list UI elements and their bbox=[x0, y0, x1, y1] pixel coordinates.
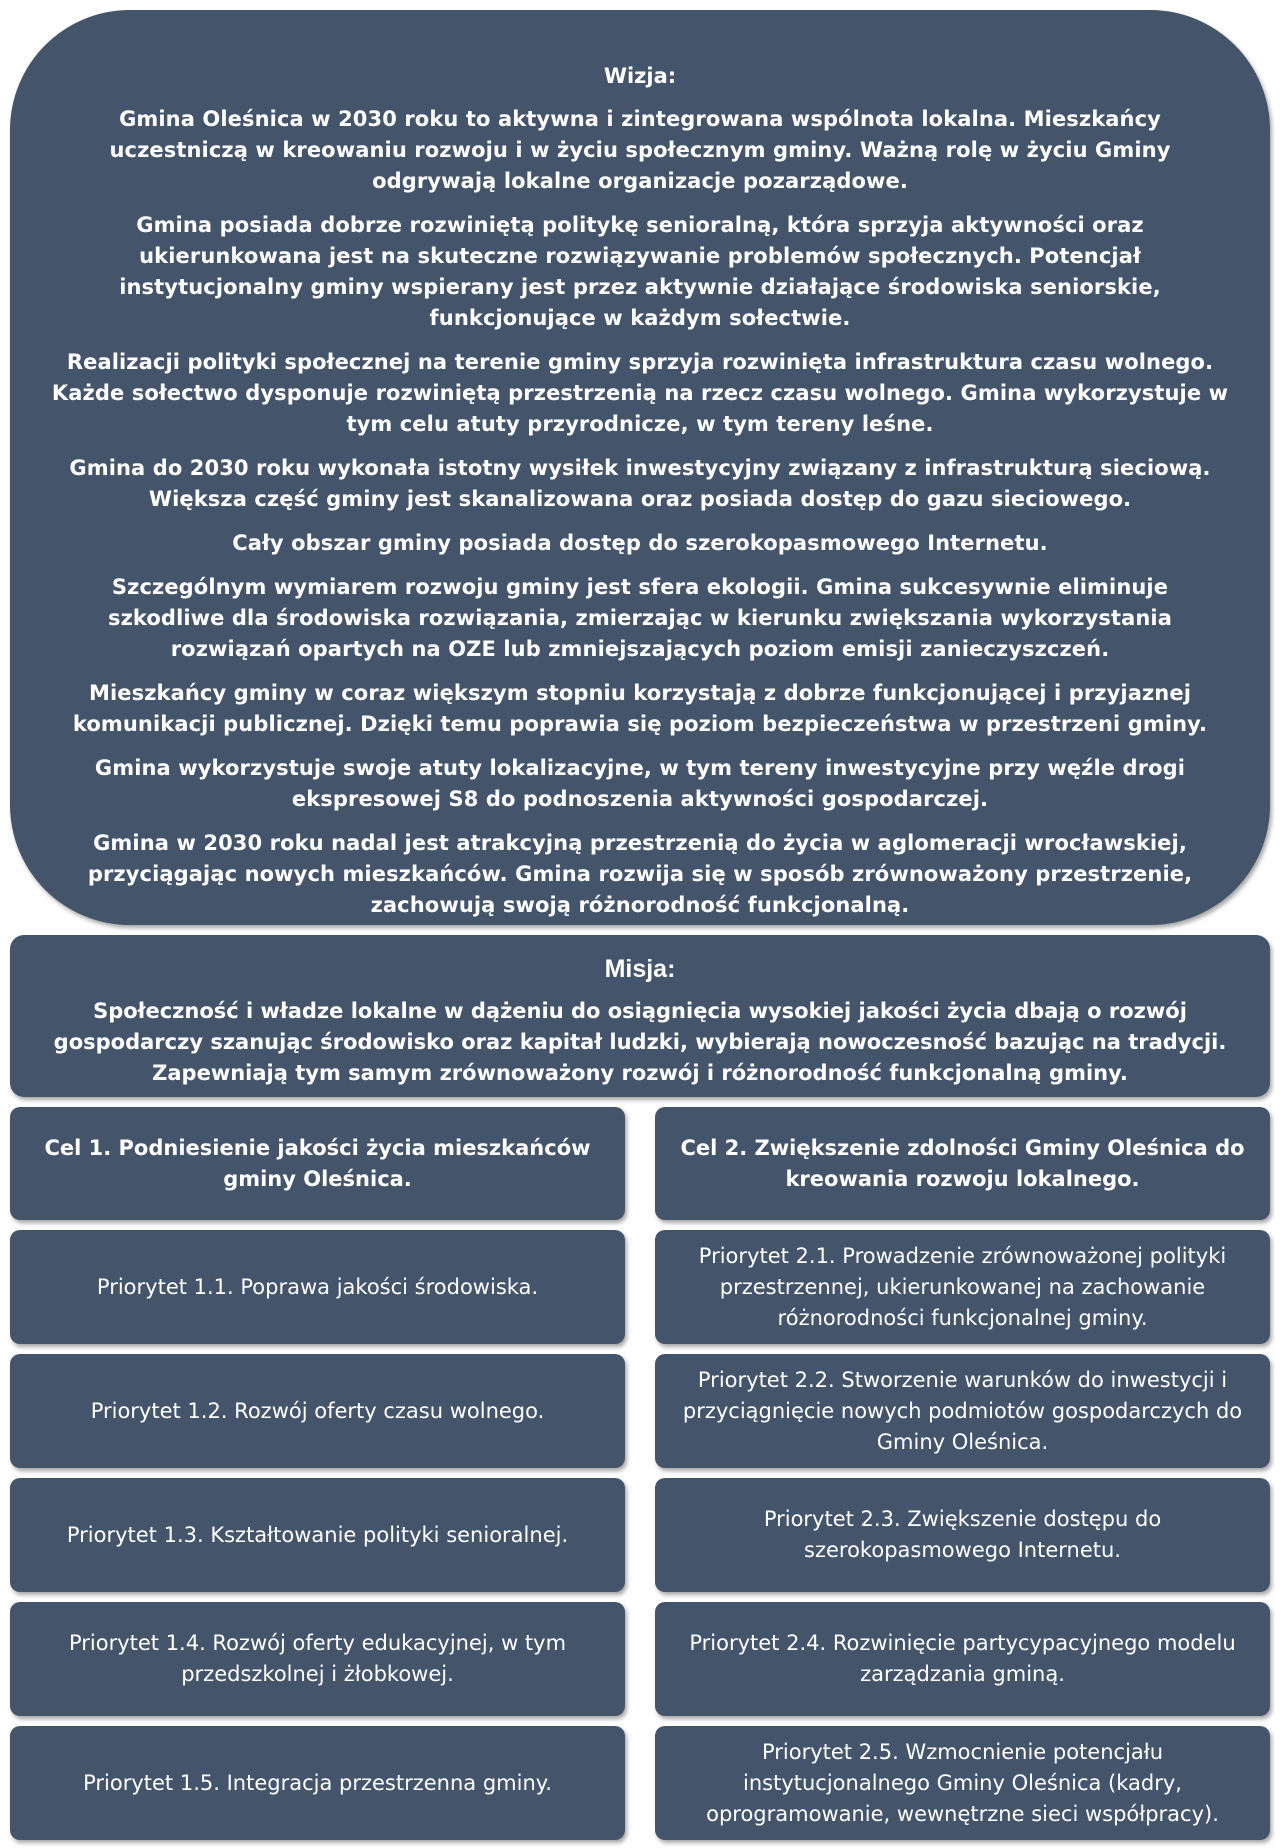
vision-paragraph: Gmina do 2030 roku wykonała istotny wysiłek inwestycyjny związany z infrastrukturą sieciową. Większa część gminy jest skanalizowana oraz posiada dostęp do gazu sieciowego. bbox=[69, 456, 1211, 511]
goal-2-box bbox=[655, 1107, 1270, 1220]
goal-1-title: Cel 1. Podniesienie jakości życia mieszkańców gminy Oleśnica. bbox=[44, 1135, 591, 1191]
priority-1-1-text: Priorytet 1.1. Poprawa jakości środowiska. bbox=[96, 1274, 539, 1299]
vision-paragraph: Realizacji polityki społecznej na terenie gminy sprzyja rozwinięta infrastruktura czasu wolnego. Każde sołectwo dysponuje rozwiniętą przestrzenią na rzecz czasu wolnego. Gmina wykorzystuje w tym celu atuty przyrodnicze, w tym tereny leśne. bbox=[51, 350, 1229, 436]
vision-paragraph: Gmina posiada dobrze rozwiniętą politykę senioralną, która sprzyja aktywności oraz ukierunkowana jest na skuteczne rozwiązywanie problemów społecznych. Potencjał instytucjonalny gminy wspierany jest przez aktywnie działające środowiska seniorskie, funkcjonujące w każdym sołectwie. bbox=[119, 213, 1161, 330]
priority-1-1-box bbox=[10, 1230, 625, 1344]
priority-2-3-text: Priorytet 2.3. Zwiększenie dostępu do szerokopasmowego Internetu. bbox=[763, 1507, 1162, 1562]
mission-text: Społeczność i władze lokalne w dążeniu do osiągnięcia wysokiej jakości życia dbają o rozwój gospodarczy szanując środowisko oraz kapitał ludzki, wybierają nowoczesność bazując na tradycji. Zapewniają tym samym zrównoważony rozwój i różnorodność funkcjonalną gminy. bbox=[53, 999, 1227, 1085]
priority-2-1-box bbox=[655, 1230, 1270, 1344]
goal-1-box bbox=[10, 1107, 625, 1220]
priority-2-3-box bbox=[655, 1478, 1270, 1592]
mission-box bbox=[10, 935, 1270, 1097]
priority-1-5-box bbox=[10, 1726, 625, 1840]
vision-paragraph: Gmina Oleśnica w 2030 roku to aktywna i zintegrowana wspólnota lokalna. Mieszkańcy uczestniczą w kreowaniu rozwoju i w życiu społecznym gminy. Ważną rolę w życiu Gminy odgrywają lokalne organizacje pozarządowe. bbox=[109, 107, 1171, 193]
priority-1-2-box bbox=[10, 1354, 625, 1468]
priority-1-3-text: Priorytet 1.3. Kształtowanie polityki senioralnej. bbox=[66, 1522, 569, 1547]
priority-2-2-box bbox=[655, 1354, 1270, 1468]
mission-heading: Misja: bbox=[604, 955, 676, 983]
priority-2-4-box bbox=[655, 1602, 1270, 1716]
priority-1-4-text: Priorytet 1.4. Rozwój oferty edukacyjnej, w tym przedszkolnej i żłobkowej. bbox=[68, 1631, 567, 1686]
priority-1-5-text: Priorytet 1.5. Integracja przestrzenna gminy. bbox=[83, 1770, 552, 1795]
goal-2-title: Cel 2. Zwiększenie zdolności Gminy Oleśnica do kreowania rozwoju lokalnego. bbox=[680, 1135, 1245, 1191]
priority-2-1-text: Priorytet 2.1. Prowadzenie zrównoważonej polityki przestrzennej, ukierunkowanej na zachowanie różnorodności funkcjonalnej gminy. bbox=[698, 1243, 1227, 1330]
vision-box bbox=[10, 10, 1270, 925]
priority-1-3-box bbox=[10, 1478, 625, 1592]
priority-2-5-text: Priorytet 2.5. Wzmocnienie potencjału instytucjonalnego Gminy Oleśnica (kadry, oprogramowanie, wewnętrzne sieci współpracy). bbox=[706, 1739, 1219, 1826]
vision-paragraph: Gmina w 2030 roku nadal jest atrakcyjną przestrzenią do życia w aglomeracji wrocławskiej, przyciągając nowych mieszkańców. Gmina rozwija się w sposób zrównoważony przestrzenie, zachowują swoją różnorodność funkcjonalną. bbox=[87, 831, 1193, 917]
priority-2-5-box bbox=[655, 1726, 1270, 1840]
priority-1-2-text: Priorytet 1.2. Rozwój oferty czasu wolnego. bbox=[90, 1398, 545, 1423]
vision-paragraph: Gmina wykorzystuje swoje atuty lokalizacyjne, w tym tereny inwestycyjne przy węźle drogi ekspresowej S8 do podnoszenia aktywności gospodarczej. bbox=[94, 756, 1186, 811]
vision-paragraph: Szczególnym wymiarem rozwoju gminy jest sfera ekologii. Gmina sukcesywnie eliminuje szkodliwe dla środowiska rozwiązania, zmierzając w kierunku zwiększania wykorzystania rozwiązań opartych na OZE lub zmniejszających poziom emisji zanieczyszczeń. bbox=[107, 575, 1172, 661]
vision-heading: Wizja: bbox=[603, 64, 677, 88]
vision-paragraph: Cały obszar gminy posiada dostęp do szerokopasmowego Internetu. bbox=[232, 531, 1048, 555]
vision-paragraph: Mieszkańcy gminy w coraz większym stopniu korzystają z dobrze funkcjonującej i przyjaznej komunikacji publicznej. Dzięki temu poprawia się poziom bezpieczeństwa w przestrzeni gminy. bbox=[72, 681, 1208, 736]
priority-1-4-box bbox=[10, 1602, 625, 1716]
priority-2-2-text: Priorytet 2.2. Stworzenie warunków do inwestycji i przyciągnięcie nowych podmiotów gospodarczych do Gminy Oleśnica. bbox=[682, 1367, 1243, 1454]
priority-2-4-text: Priorytet 2.4. Rozwinięcie partycypacyjnego modelu zarządzania gminą. bbox=[689, 1631, 1236, 1686]
